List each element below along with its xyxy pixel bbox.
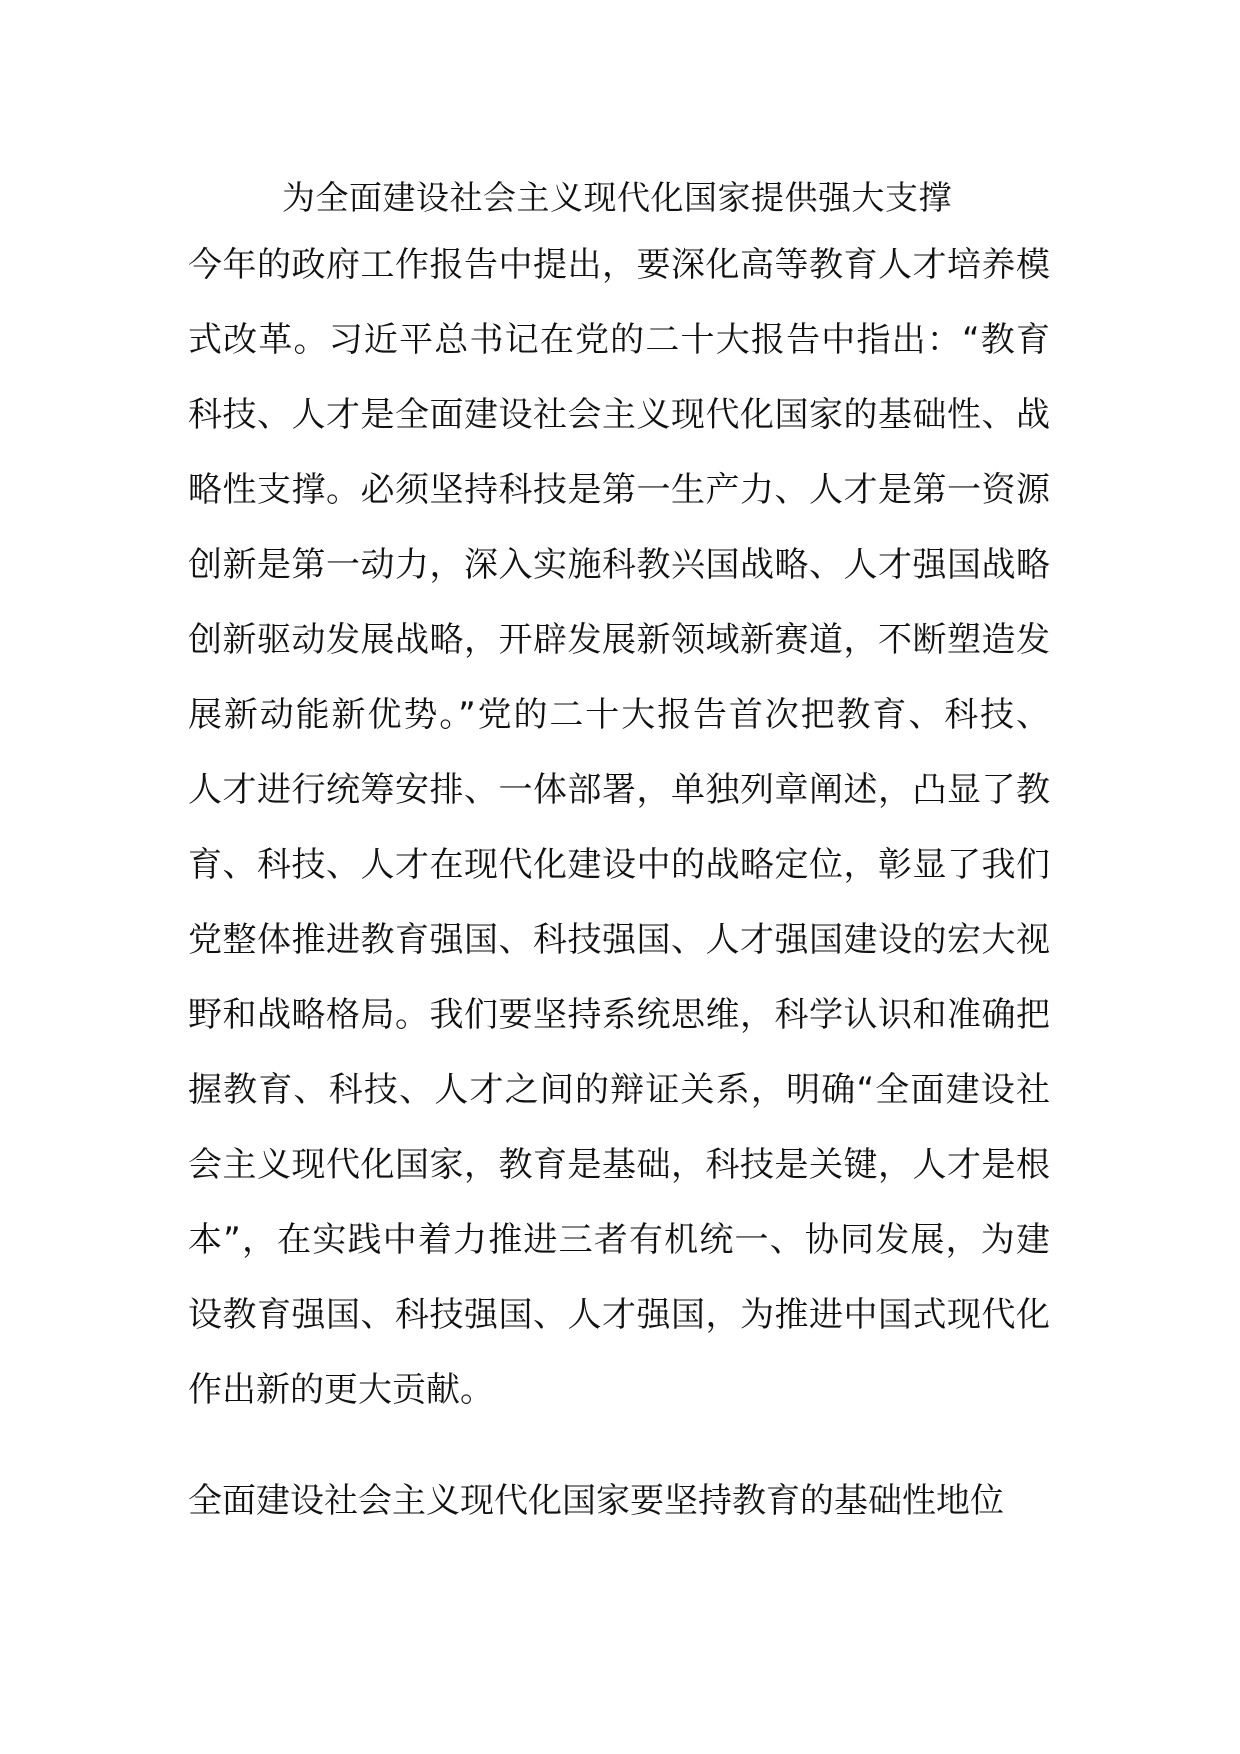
paragraph-line: 握教育、科技、人才之间的辩证关系，明确“全面建设社 [188,1070,1050,1110]
paragraph-line: 式改革。习近平总书记在党的二十大报告中指出：“教育 [188,320,1050,360]
paragraph-line: 会主义现代化国家，教育是基础，科技是关键，人才是根 [188,1145,1050,1185]
paragraph-line: 育、科技、人才在现代化建设中的战略定位，彰显了我们 [188,845,1050,885]
paragraph-line: 设教育强国、科技强国、人才强国，为推进中国式现代化 [188,1295,1050,1335]
body-paragraph [188,228,1050,1428]
paragraph-line: 创新驱动发展战略，开辟发展新领域新赛道，不断塑造发 [188,620,1050,660]
paragraph-line: 野和战略格局。我们要坚持系统思维，科学认识和准确把 [188,995,1050,1035]
paragraph-line: 人才进行统筹安排、一体部署，单独列章阐述，凸显了教 [188,770,1050,810]
paragraph-line: 作出新的更大贡献。 [188,1370,494,1410]
paragraph-line: 本”，在实践中着力推进三者有机统一、协同发展，为建 [188,1220,1050,1260]
paragraph-line: 展新动能新优势。”党的二十大报告首次把教育、科技、 [188,695,1050,735]
section-subheading: 全面建设社会主义现代化国家要坚持教育的基础性地位 [188,1481,1004,1521]
paragraph-line: 科技、人才是全面建设社会主义现代化国家的基础性、战 [188,395,1050,435]
document-title: 为全面建设社会主义现代化国家提供强大支撑 [282,178,952,217]
paragraph-line: 党整体推进教育强国、科技强国、人才强国建设的宏大视 [188,920,1050,960]
paragraph-line: 略性支撑。必须坚持科技是第一生产力、人才是第一资源 [188,470,1050,510]
paragraph-line: 创新是第一动力，深入实施科教兴国战略、人才强国战略 [188,545,1050,585]
paragraph-line: 今年的政府工作报告中提出，要深化高等教育人才培养模 [188,245,1050,285]
